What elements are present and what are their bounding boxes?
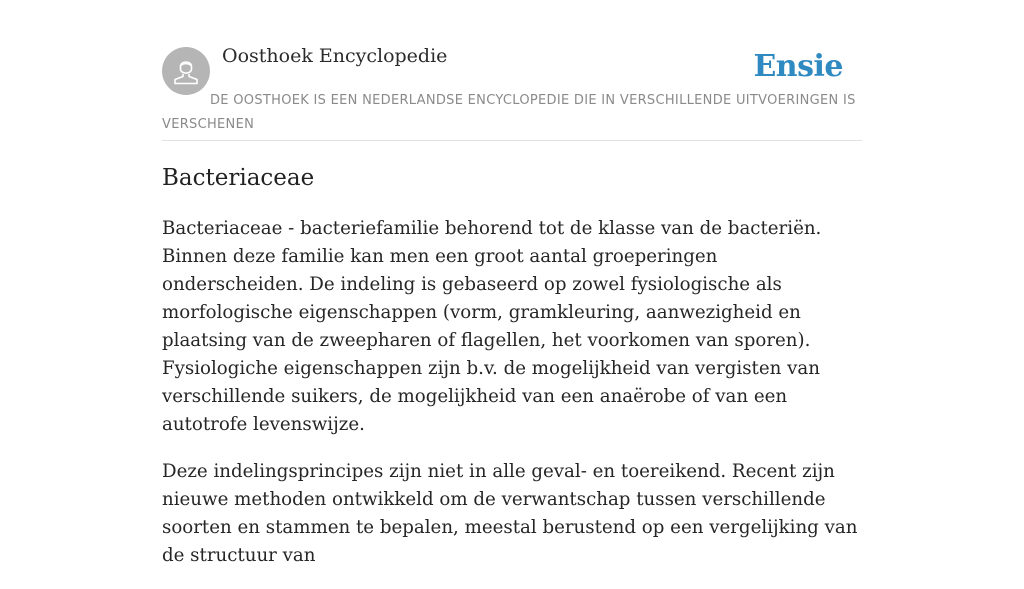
source-avatar[interactable] [162, 47, 210, 95]
article-body [162, 215, 862, 589]
user-silhouette-icon [162, 47, 210, 95]
article-title: Bacteriaceae [162, 165, 315, 191]
source-name-link[interactable]: Oosthoek Encyclopedie [222, 45, 448, 67]
ensie-logo[interactable]: Ensie [753, 49, 843, 84]
source-description: DE OOSTHOEK IS EEN NEDERLANDSE ENCYCLOPEDIE DIE IN VERSCHILLENDE UITVOERINGEN IS VERSCHENEN [162, 93, 856, 132]
article-paragraph: Deze indelingsprincipes zijn niet in alle geval- en toereikend. Recent zijn nieuwe methoden ontwikkeld om de verwantschap tussen verschillende soorten en stammen te bepalen, meestal berustend op een vergelijking van de structuur van [162, 461, 858, 566]
source-header [162, 0, 862, 141]
article-paragraph: Bacteriaceae - bacteriefamilie behorend tot de klasse van de bacteriën. Binnen deze familie kan men een groot aantal groeperingen onderscheiden. De indeling is gebaseerd op zowel fysiologische als morfologische eigenschappen (vorm, gramkleuring, aanwezigheid en plaatsing van de zweepharen of flagellen, het voorkomen van sporen). Fysiologiche eigenschappen zijn b.v. de mogelijkheid van vergisten van verschillende suikers, de mogelijkheid van een anaërobe of van een autotrofe levenswijze. [162, 218, 822, 435]
main-content [162, 0, 862, 566]
